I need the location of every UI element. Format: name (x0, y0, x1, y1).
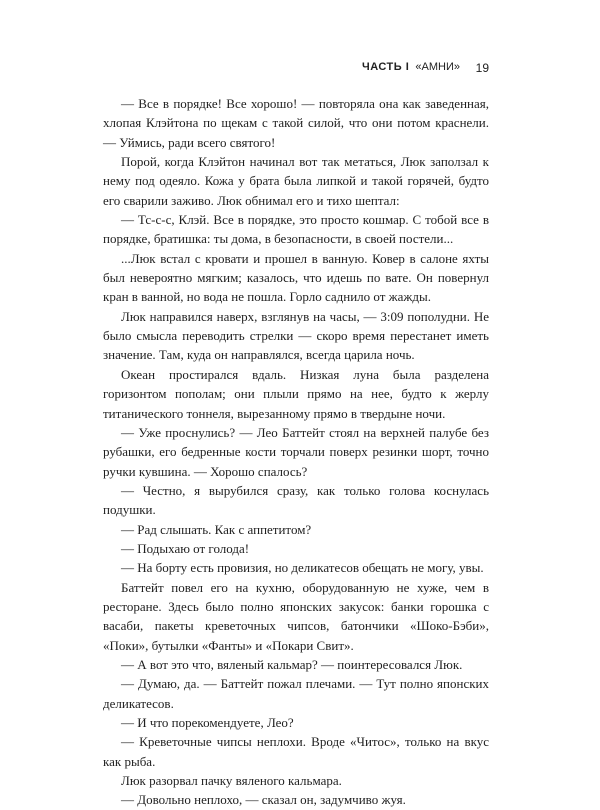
paragraph: — А вот это что, вяленый кальмар? — поинтересовался Люк. (121, 656, 463, 672)
paragraph: — На борту есть провизия, но деликатесов обещать не могу, увы. (121, 560, 484, 576)
paragraph: — Честно, я вырубился сразу, как только голова коснулась подушки. (103, 482, 489, 518)
paragraph: Океан простирался вдаль. Низкая луна была разделена горизонтом пополам; они плыли прямо на нее, будто к жерлу титанического тоннеля, вырезанному прямо в твердыне ночи. (103, 366, 489, 421)
paragraph: — И что порекомендуете, Лео? (121, 715, 294, 730)
paragraph: — Рад слышать. Как с аппетитом? (121, 521, 312, 537)
paragraph: — Креветочные чипсы неплохи. Вроде «Читос», только на вкус как рыба. (103, 734, 489, 769)
paragraph: — Все в порядке! Все хорошо! — повторяла она как заведенная, хлопая Клэйтона по щекам с такой силой, что они потом краснели. — Уймись, ради всего святого! (103, 96, 489, 150)
part-label: ЧАСТЬ I (361, 61, 410, 73)
part-title: «АМНИ» (415, 61, 460, 73)
paragraph: — Подыхаю от голода! (121, 540, 250, 556)
paragraph: Люк разорвал пачку вяленого кальмара. (121, 773, 342, 789)
paragraph: — Тс-с-с, Клэй. Все в порядке, это просто кошмар. С тобой все в порядке, братишка: ты дома, в безопасности, в своей постели... (103, 212, 489, 247)
paragraph: — Довольно неплохо, — сказал он, задумчиво жуя. (121, 792, 406, 808)
paragraph: — Думаю, да. — Баттейт пожал плечами. — Тут полно японских деликатесов. (103, 676, 489, 711)
page-number: 19 (475, 61, 489, 75)
paragraph: Порой, когда Клэйтон начинал вот так метаться, Люк заползал к нему под одеяло. Кожа у брата была липкой и такой горячей, будто его сварили заживо. Люк обнимал его и тихо шептал: (103, 154, 489, 208)
paragraph: Баттейт повел его на кухню, оборудованную не хуже, чем в ресторане. Здесь было полно японских закусок: банки горошка с васаби, пакеты креветочных чипсов, батончики «Шоко-Бэби», «Поки», бутылки «Фанты» и «Покари Свит». (103, 579, 489, 653)
paragraph: ...Люк встал с кровати и прошел в ванную. Ковер в салоне яхты был невероятно мягким; казалось, что идешь по вате. Он повернул кран в ванной, но вода не пошла. Горло саднило от жажды. (103, 250, 489, 305)
paragraph: — Уже проснулись? — Лео Баттейт стоял на верхней палубе без рубашки, его бедренные кости торчали поверх резинки шорт, точно ручки кувшина. — Хорошо спалось? (103, 424, 489, 479)
body-text (103, 94, 489, 810)
paragraph: Люк направился наверх, взглянув на часы, — 3:09 пополудни. Не было смысла переводить стрелки — скоро время перестанет иметь значение. Там, куда он направлялся, всегда царила ночь. (103, 308, 489, 363)
